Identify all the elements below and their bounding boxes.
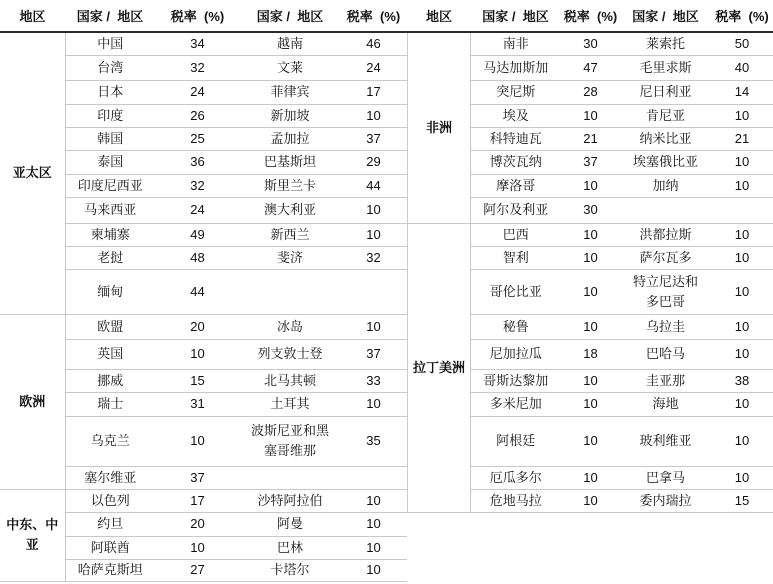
country-cell: 文莱 xyxy=(240,55,340,80)
rate-cell: 35 xyxy=(340,416,407,466)
rate-cell: 21 xyxy=(561,127,621,150)
country-cell: 乌克兰 xyxy=(65,416,155,466)
country-cell: 毛里求斯 xyxy=(621,55,711,80)
rate-cell: 10 xyxy=(711,314,773,339)
rate-cell: 29 xyxy=(340,150,407,174)
rate-cell: 10 xyxy=(711,416,773,466)
rate-cell: 15 xyxy=(711,489,773,512)
rate-cell: 37 xyxy=(155,466,240,489)
rate-cell: 44 xyxy=(155,269,240,314)
rate-cell xyxy=(340,269,407,314)
region-cell: 欧洲 xyxy=(0,314,65,489)
country-cell: 洪都拉斯 xyxy=(621,223,711,246)
rate-cell: 10 xyxy=(711,392,773,416)
rate-cell xyxy=(340,466,407,489)
rate-cell: 34 xyxy=(155,32,240,55)
country-cell: 台湾 xyxy=(65,55,155,80)
country-cell: 约旦 xyxy=(65,512,155,536)
country-cell: 日本 xyxy=(65,80,155,104)
table-body xyxy=(408,32,773,512)
country-cell: 智利 xyxy=(471,246,561,269)
country-cell: 欧盟 xyxy=(65,314,155,339)
country-cell: 北马其顿 xyxy=(240,369,340,392)
country-cell: 特立尼达和多巴哥 xyxy=(621,269,711,314)
rate-cell: 10 xyxy=(340,223,407,246)
country-cell: 圭亚那 xyxy=(621,369,711,392)
country-cell: 缅甸 xyxy=(65,269,155,314)
rate-cell: 37 xyxy=(340,127,407,150)
country-cell: 巴西 xyxy=(471,223,561,246)
rate-cell: 10 xyxy=(155,536,240,559)
table-header xyxy=(0,0,407,32)
rate-cell: 10 xyxy=(340,489,407,512)
rate-cell: 14 xyxy=(711,80,773,104)
rate-cell: 50 xyxy=(711,32,773,55)
country-cell: 萨尔瓦多 xyxy=(621,246,711,269)
country-cell: 英国 xyxy=(65,339,155,369)
rate-cell: 10 xyxy=(561,223,621,246)
rate-cell: 10 xyxy=(561,104,621,127)
country-cell: 纳米比亚 xyxy=(621,127,711,150)
rate-cell: 17 xyxy=(340,80,407,104)
country-cell: 马达加斯加 xyxy=(471,55,561,80)
rate-cell: 44 xyxy=(340,174,407,197)
country-cell: 巴拿马 xyxy=(621,466,711,489)
rate-cell: 27 xyxy=(155,559,240,581)
region-cell: 非洲 xyxy=(408,32,471,223)
rate-cell: 26 xyxy=(155,104,240,127)
country-cell: 新加坡 xyxy=(240,104,340,127)
country-cell: 韩国 xyxy=(65,127,155,150)
region-cell: 拉丁美洲 xyxy=(408,223,471,512)
country-cell: 摩洛哥 xyxy=(471,174,561,197)
region-cell: 中东、中亚 xyxy=(0,489,65,581)
table-row xyxy=(0,32,407,55)
country-cell: 卡塔尔 xyxy=(240,559,340,581)
country-cell: 沙特阿拉伯 xyxy=(240,489,340,512)
rate-cell: 31 xyxy=(155,392,240,416)
rate-header: 税率 (%) xyxy=(340,0,407,32)
rate-cell: 37 xyxy=(561,150,621,174)
rate-cell: 33 xyxy=(340,369,407,392)
rate-cell: 10 xyxy=(561,416,621,466)
rate-cell: 48 xyxy=(155,246,240,269)
country-cell: 列支敦士登 xyxy=(240,339,340,369)
rate-cell: 10 xyxy=(561,489,621,512)
country-cell: 塞尔维亚 xyxy=(65,466,155,489)
country-header: 国家 / 地区 xyxy=(621,0,711,32)
right-tax-rate-table xyxy=(407,0,773,513)
country-cell: 以色列 xyxy=(65,489,155,512)
country-cell: 土耳其 xyxy=(240,392,340,416)
country-cell: 玻利维亚 xyxy=(621,416,711,466)
country-cell: 印度尼西亚 xyxy=(65,174,155,197)
country-cell: 柬埔寨 xyxy=(65,223,155,246)
country-cell: 海地 xyxy=(621,392,711,416)
country-cell: 阿根廷 xyxy=(471,416,561,466)
country-cell: 新西兰 xyxy=(240,223,340,246)
country-cell: 阿曼 xyxy=(240,512,340,536)
country-cell: 博茨瓦纳 xyxy=(471,150,561,174)
rate-cell: 25 xyxy=(155,127,240,150)
header-row xyxy=(0,0,407,32)
rate-cell: 21 xyxy=(711,127,773,150)
rate-cell: 10 xyxy=(711,246,773,269)
country-cell: 孟加拉 xyxy=(240,127,340,150)
rate-cell: 17 xyxy=(155,489,240,512)
rate-cell: 18 xyxy=(561,339,621,369)
rate-cell: 10 xyxy=(561,466,621,489)
country-cell: 埃塞俄比亚 xyxy=(621,150,711,174)
country-cell: 瑞士 xyxy=(65,392,155,416)
country-cell: 科特迪瓦 xyxy=(471,127,561,150)
country-cell: 菲律宾 xyxy=(240,80,340,104)
country-cell: 阿尔及利亚 xyxy=(471,197,561,223)
rate-cell: 40 xyxy=(711,55,773,80)
country-cell: 乌拉圭 xyxy=(621,314,711,339)
rate-cell: 32 xyxy=(155,55,240,80)
table-row xyxy=(0,314,407,339)
country-cell: 哥伦比亚 xyxy=(471,269,561,314)
country-cell: 埃及 xyxy=(471,104,561,127)
rate-cell: 24 xyxy=(155,197,240,223)
rate-cell: 10 xyxy=(561,369,621,392)
rate-cell: 37 xyxy=(340,339,407,369)
country-cell: 加纳 xyxy=(621,174,711,197)
rate-cell: 10 xyxy=(561,174,621,197)
rate-header: 税率 (%) xyxy=(711,0,773,32)
country-cell: 越南 xyxy=(240,32,340,55)
country-cell: 波斯尼亚和黑塞哥维那 xyxy=(240,416,340,466)
rate-cell: 47 xyxy=(561,55,621,80)
rate-header: 税率 (%) xyxy=(561,0,621,32)
country-cell: 中国 xyxy=(65,32,155,55)
country-cell: 冰岛 xyxy=(240,314,340,339)
rate-cell: 32 xyxy=(340,246,407,269)
rate-cell: 10 xyxy=(340,512,407,536)
country-cell: 老挝 xyxy=(65,246,155,269)
country-cell: 尼日利亚 xyxy=(621,80,711,104)
country-cell xyxy=(240,269,340,314)
region-header: 地区 xyxy=(408,0,471,32)
country-cell: 尼加拉瓜 xyxy=(471,339,561,369)
country-cell: 哥斯达黎加 xyxy=(471,369,561,392)
rate-cell: 10 xyxy=(711,223,773,246)
rate-cell: 10 xyxy=(155,416,240,466)
country-cell: 巴基斯坦 xyxy=(240,150,340,174)
rate-cell: 10 xyxy=(711,150,773,174)
table-body xyxy=(0,32,407,581)
rate-cell: 30 xyxy=(561,32,621,55)
rate-cell: 10 xyxy=(340,559,407,581)
rate-cell: 10 xyxy=(561,246,621,269)
country-cell: 巴哈马 xyxy=(621,339,711,369)
country-cell: 马来西亚 xyxy=(65,197,155,223)
country-cell: 印度 xyxy=(65,104,155,127)
country-cell: 斐济 xyxy=(240,246,340,269)
country-cell: 哈萨克斯坦 xyxy=(65,559,155,581)
country-cell: 南非 xyxy=(471,32,561,55)
country-cell: 委内瑞拉 xyxy=(621,489,711,512)
rate-header: 税率 (%) xyxy=(155,0,240,32)
country-cell: 阿联酋 xyxy=(65,536,155,559)
rate-cell: 10 xyxy=(711,466,773,489)
rate-cell: 10 xyxy=(561,269,621,314)
table-row xyxy=(0,489,407,512)
country-cell: 挪威 xyxy=(65,369,155,392)
rate-cell: 10 xyxy=(340,392,407,416)
country-cell xyxy=(621,197,711,223)
table-header xyxy=(408,0,773,32)
country-cell: 多米尼加 xyxy=(471,392,561,416)
country-cell: 莱索托 xyxy=(621,32,711,55)
table-row xyxy=(408,223,773,246)
country-cell: 肯尼亚 xyxy=(621,104,711,127)
rate-cell: 24 xyxy=(340,55,407,80)
rate-cell: 10 xyxy=(340,314,407,339)
rate-cell: 10 xyxy=(711,339,773,369)
country-cell: 泰国 xyxy=(65,150,155,174)
region-cell: 亚太区 xyxy=(0,32,65,314)
rate-cell: 46 xyxy=(340,32,407,55)
rate-cell: 10 xyxy=(561,314,621,339)
country-cell: 危地马拉 xyxy=(471,489,561,512)
rate-cell: 10 xyxy=(711,269,773,314)
rate-cell: 10 xyxy=(561,392,621,416)
table-row xyxy=(408,32,773,55)
rate-cell: 38 xyxy=(711,369,773,392)
rate-cell: 49 xyxy=(155,223,240,246)
rate-cell: 10 xyxy=(340,104,407,127)
country-cell xyxy=(240,466,340,489)
country-header: 国家 / 地区 xyxy=(65,0,155,32)
header-row xyxy=(408,0,773,32)
rate-cell: 10 xyxy=(711,104,773,127)
country-cell: 厄瓜多尔 xyxy=(471,466,561,489)
rate-cell: 10 xyxy=(155,339,240,369)
rate-cell xyxy=(711,197,773,223)
country-cell: 巴林 xyxy=(240,536,340,559)
country-header: 国家 / 地区 xyxy=(240,0,340,32)
rate-cell: 15 xyxy=(155,369,240,392)
rate-cell: 32 xyxy=(155,174,240,197)
rate-cell: 20 xyxy=(155,512,240,536)
country-cell: 秘鲁 xyxy=(471,314,561,339)
rate-cell: 28 xyxy=(561,80,621,104)
rate-cell: 10 xyxy=(711,174,773,197)
rate-cell: 10 xyxy=(340,197,407,223)
rate-cell: 36 xyxy=(155,150,240,174)
rate-cell: 30 xyxy=(561,197,621,223)
country-header: 国家 / 地区 xyxy=(471,0,561,32)
country-cell: 斯里兰卡 xyxy=(240,174,340,197)
rate-cell: 24 xyxy=(155,80,240,104)
rate-cell: 10 xyxy=(340,536,407,559)
country-cell: 澳大利亚 xyxy=(240,197,340,223)
country-cell: 突尼斯 xyxy=(471,80,561,104)
rate-cell: 20 xyxy=(155,314,240,339)
region-header: 地区 xyxy=(0,0,65,32)
